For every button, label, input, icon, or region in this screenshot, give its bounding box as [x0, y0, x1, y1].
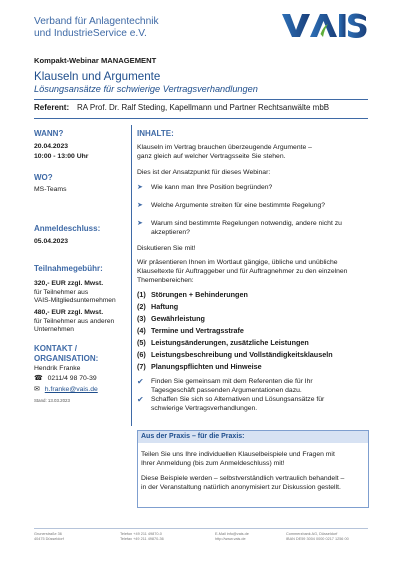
- column-divider: [131, 125, 132, 426]
- event-date: 20.04.2023: [34, 143, 69, 150]
- arrow-icon: ➤: [137, 184, 143, 191]
- practice-heading: Aus der Praxis – für die Praxis:: [141, 433, 245, 440]
- fee-members: 320,- EUR zzgl. Mwst.: [34, 280, 104, 287]
- approach-text: Dies ist der Ansatzpunkt für dieses Webinar:: [137, 169, 271, 176]
- referent-label: Referent:: [34, 103, 70, 112]
- registration-deadline-heading: Anmeldeschluss:: [34, 224, 101, 233]
- divider: [34, 99, 368, 100]
- referent-value: RA Prof. Dr. Ralf Steding, Kapellmann und Partner Rechtsanwälte mbB: [77, 103, 330, 112]
- mail-icon: ✉: [34, 386, 40, 393]
- referent-row: [34, 103, 330, 112]
- org-line-1: Verband für Anlagentechnik: [34, 16, 159, 27]
- practice-text-1: Teilen Sie uns Ihre individuellen Klauselbeispiele und Fragen mit Ihrer Anmeldung (bis zum Anmeldeschluss) mit!: [141, 451, 335, 467]
- footer-web: E-Mail info@vais.de http://www.vais.de: [215, 532, 249, 542]
- arrow-icon: ➤: [137, 202, 143, 209]
- discuss-text: Diskutieren Sie mit!: [137, 245, 196, 252]
- where-heading: WO?: [34, 173, 53, 182]
- checkmark-icon: ✔: [137, 377, 144, 386]
- phone-icon: ☎: [34, 375, 43, 382]
- event-time: 10:00 - 13:00 Uhr: [34, 153, 89, 160]
- question-item: ➤ Wie kann man Ihre Position begründen?: [137, 184, 273, 191]
- checkmark-icon: ✔: [137, 395, 144, 404]
- contact-name: Hendrik Franke: [34, 365, 81, 372]
- benefit-item: ✔ Finden Sie gemeinsam mit dem Referenten die für Ihr Tagesgeschäft passenden Argumentationen dazu.: [137, 377, 313, 394]
- stand-date: Stand: 13.03.2023: [34, 398, 70, 403]
- fee-members-note: für Teilnehmer aus VAIS-Mitgliedsunternehmen: [34, 289, 116, 305]
- page-subtitle: Lösungsansätze für schwierige Vertragsverhandlungen: [34, 84, 258, 94]
- contact-phone: 0211/4 98 70-39: [47, 375, 97, 382]
- footer-bank: Commerzbank AG, Düsseldorf IBAN DE59 3004 0000 0217 1256 00: [286, 532, 349, 542]
- footer-address: Grunerstraße 36 40475 Düsseldorf: [34, 532, 64, 542]
- benefit-item: ✔ Schaffen Sie sich so Alternativen und Lösungsansätze für schwierige Vertragsverhandlungen.: [137, 395, 325, 412]
- vais-logo: [280, 10, 368, 40]
- event-location: MS-Teams: [34, 186, 67, 193]
- presentation-text: Wir präsentieren Ihnen im Wortlaut gängige, übliche und unübliche Klauseltexte für Auftraggeber und für Auftragnehmer zu den einzelnen Themenbereichen:: [137, 259, 348, 284]
- when-heading: WANN?: [34, 129, 64, 138]
- contact-phone-row: [34, 374, 97, 383]
- contact-email-link[interactable]: h.franke@vais.de: [44, 386, 98, 393]
- webinar-type: Kompakt-Webinar MANAGEMENT: [34, 56, 157, 65]
- contact-heading: KONTAKT / ORGANISATION:: [34, 344, 99, 363]
- fee-others-note: für Teilnehmer aus anderen Unternehmen: [34, 318, 115, 334]
- fee-others: 480,- EUR zzgl. Mwst.: [34, 309, 104, 316]
- registration-deadline: 05.04.2023: [34, 238, 69, 245]
- contact-email-row: [34, 385, 98, 394]
- org-line-2: und IndustrieService e.V.: [34, 28, 147, 39]
- question-item: ➤ Welche Argumente streiten für eine bestimmte Regelung?: [137, 202, 326, 209]
- page-title: Klauseln und Argumente: [34, 70, 161, 83]
- practice-text-2: Diese Beispiele werden – selbstverständlich vertraulich behandelt – in der Veranstaltung natürlich anonymisiert zur Diskussion gestellt.: [141, 475, 345, 491]
- organization-name: [34, 16, 159, 40]
- fee-heading: Teilnahmegebühr:: [34, 264, 103, 273]
- footer-divider: [34, 528, 368, 529]
- divider: [34, 118, 368, 119]
- intro-text: Klauseln im Vertrag brauchen überzeugende Argumente – ganz gleich auf welcher Vertragsseite Sie stehen.: [137, 144, 312, 160]
- question-item: ➤ Warum sind bestimmte Regelungen notwendig, andere nicht zu akzeptieren?: [137, 220, 342, 236]
- contents-heading: INHALTE:: [137, 129, 174, 138]
- footer-phone: Telefon +49 211 49870-0 Telefax +49 211 49870-36: [120, 532, 164, 542]
- arrow-icon: ➤: [137, 220, 143, 227]
